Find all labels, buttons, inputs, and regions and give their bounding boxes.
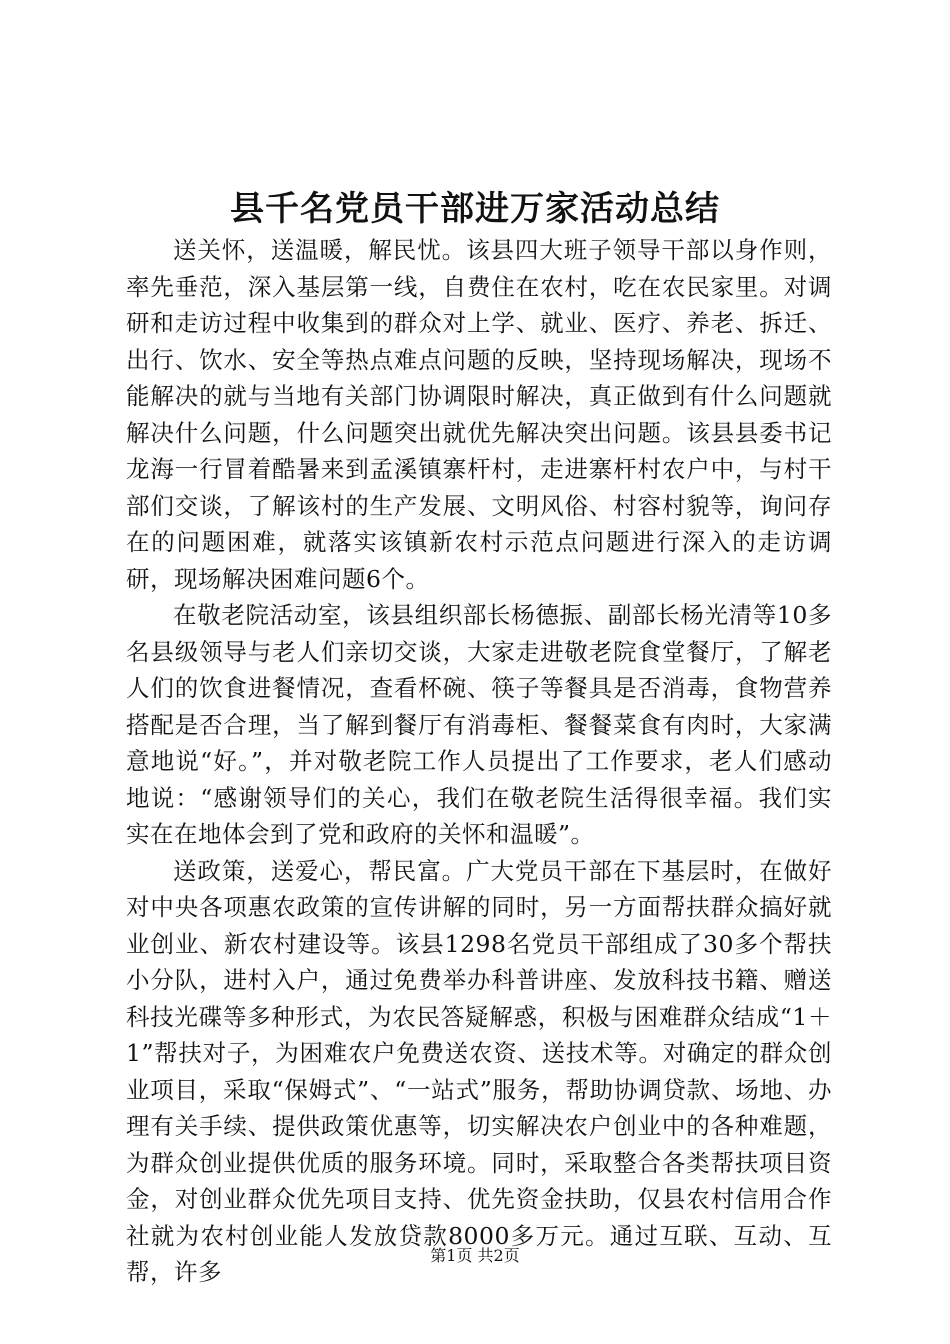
paragraph-3: 送政策，送爱心，帮民富。广大党员干部在下基层时，在做好对中央各项惠农政策的宣传讲解的同时，另一方面帮扶群众搞好就业创业、新农村建设等。该县1298名党员干部组成了30多个帮扶小分队，进村入户，通过免费举办科普讲座、发放科技书籍、赠送科技光碟等多种形式，为农民答疑解惑，积极与困难群众结成“1＋1”帮扶对子，为困难农户免费送农资、送技术等。对确定的群众创业项目，采取“保姆式”、“一站式”服务，帮助协调贷款、场地、办理有关手续、提供政策优惠等，切实解决农户创业中的各种难题，为群众创业提供优质的服务环境。同时，采取整合各类帮扶项目资金，对创业群众优先项目支持、优先资金扶助，仅县农村信用合作社就为农村创业能人发放贷款8000多万元。通过互联、互动、互帮，许多	[126, 856, 832, 1286]
paragraph-1: 送关怀，送温暖，解民忧。该县四大班子领导干部以身作则，率先垂范，深入基层第一线，自费住在农村，吃在农民家里。对调研和走访过程中收集到的群众对上学、就业、医疗、养老、拆迁、出行、饮水、安全等热点难点问题的反映，坚持现场解决，现场不能解决的就与当地有关部门协调限时解决，真正做到有什么问题就解决什么问题，什么问题突出就优先解决突出问题。该县县委书记龙海一行冒着酷暑来到孟溪镇寨杆村，走进寨杆村农户中，与村干部们交谈，了解该村的生产发展、文明风俗、村容村貌等，询问存在的问题困难，就落实该镇新农村示范点问题进行深入的走访调研，现场解决困难问题6个。	[126, 236, 832, 593]
paragraph-2: 在敬老院活动室，该县组织部长杨德振、副部长杨光清等10多名县级领导与老人们亲切交谈，大家走进敬老院食堂餐厅，了解老人们的饮食进餐情况，查看杯碗、筷子等餐具是否消毒，食物营养搭配是否合理，当了解到餐厅有消毒柜、餐餐菜食有肉时，大家满意地说“好。”，并对敬老院工作人员提出了工作要求，老人们感动地说：“感谢领导们的关心，我们在敬老院生活得很幸福。我们实实在在地体会到了党和政府的关怀和温暖”。	[126, 601, 832, 848]
page-number-footer: 第1页 共2页	[430, 1246, 520, 1265]
document-body	[126, 232, 832, 1291]
document-title: 县千名党员干部进万家活动总结	[230, 189, 720, 229]
